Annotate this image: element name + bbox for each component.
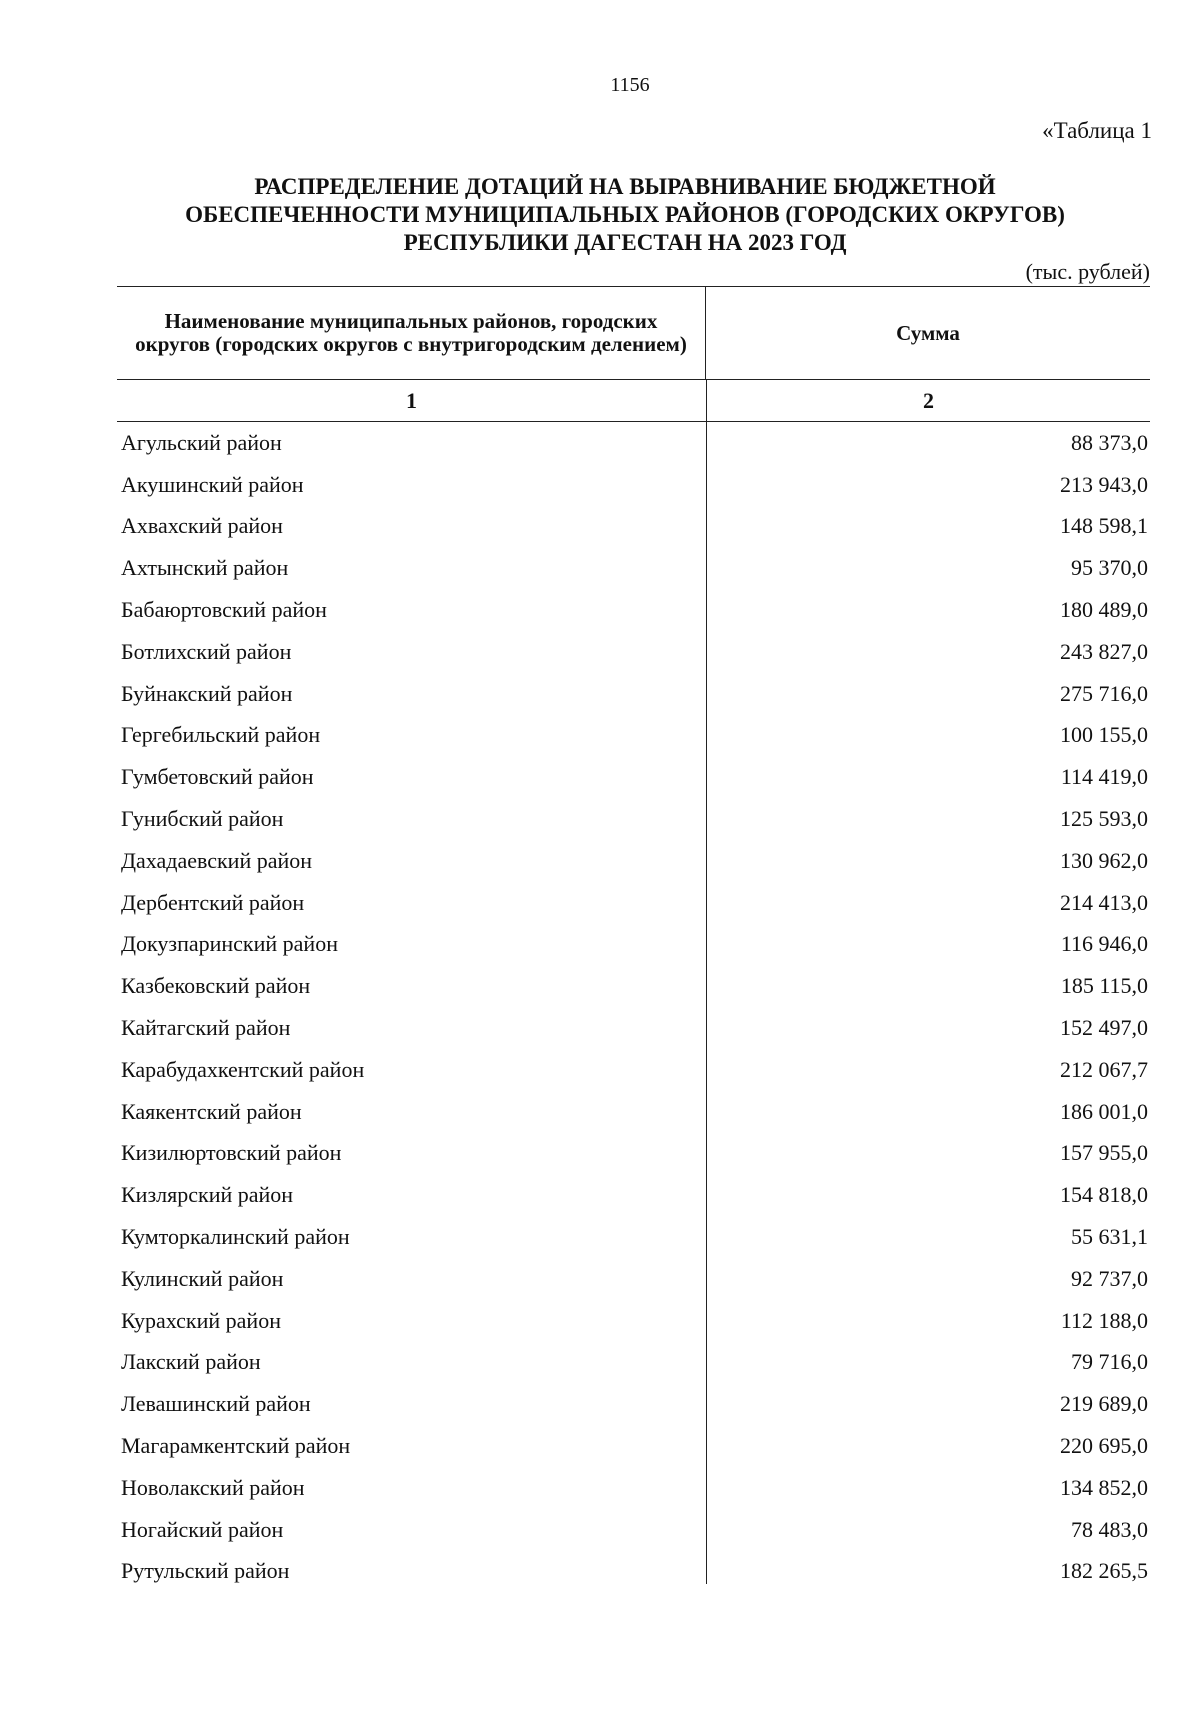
title-line: РАСПРЕДЕЛЕНИЕ ДОТАЦИЙ НА ВЫРАВНИВАНИЕ БЮДЖЕТНОЙ <box>254 174 996 199</box>
district-name: Магарамкентский район <box>121 1433 351 1459</box>
district-name: Новолакский район <box>121 1474 305 1500</box>
table-row <box>117 798 1150 840</box>
district-amount: 275 716,0 <box>1060 680 1148 706</box>
district-amount: 180 489,0 <box>1060 597 1148 623</box>
table-row <box>117 1258 1150 1300</box>
district-amount: 114 419,0 <box>1060 764 1148 790</box>
district-name: Дахадаевский район <box>121 847 313 873</box>
district-name: Ногайский район <box>121 1516 284 1542</box>
column-header-amount: Сумма <box>896 320 960 345</box>
table-row <box>117 1467 1150 1509</box>
units-label: (тыс. рублей) <box>1025 259 1150 284</box>
table-row <box>117 1383 1150 1425</box>
district-name: Кумторкалинский район <box>121 1224 350 1250</box>
title-line: ОБЕСПЕЧЕННОСТИ МУНИЦИПАЛЬНЫХ РАЙОНОВ (ГОРОДСКИХ ОКРУГОВ) <box>185 202 1065 227</box>
table-row <box>117 673 1150 715</box>
district-amount: 88 373,0 <box>1071 429 1148 455</box>
district-amount: 112 188,0 <box>1060 1307 1148 1333</box>
district-amount: 214 413,0 <box>1060 889 1148 915</box>
column-number-1: 1 <box>117 380 707 421</box>
district-name: Агульский район <box>121 429 282 455</box>
table-row <box>117 840 1150 882</box>
district-amount: 92 737,0 <box>1071 1265 1148 1291</box>
table-row <box>117 547 1150 589</box>
district-name: Левашинский район <box>121 1391 311 1417</box>
district-amount: 212 067,7 <box>1060 1056 1148 1082</box>
district-name: Кайтагский район <box>121 1015 291 1041</box>
district-amount: 243 827,0 <box>1060 638 1148 664</box>
district-amount: 95 370,0 <box>1071 555 1148 581</box>
district-amount: 130 962,0 <box>1060 847 1148 873</box>
table-row <box>117 1007 1150 1049</box>
district-name: Курахский район <box>121 1307 281 1333</box>
district-amount: 186 001,0 <box>1060 1098 1148 1124</box>
district-amount: 213 943,0 <box>1060 471 1148 497</box>
column-number-row <box>117 380 1150 422</box>
table-row <box>117 1342 1150 1384</box>
district-name: Кизлярский район <box>121 1182 294 1208</box>
district-amount: 134 852,0 <box>1060 1474 1148 1500</box>
district-name: Рутульский район <box>121 1558 290 1584</box>
district-name: Кулинский район <box>121 1265 284 1291</box>
table-header <box>117 286 1150 380</box>
district-name: Гумбетовский район <box>121 764 314 790</box>
table-row <box>117 1216 1150 1258</box>
district-name: Буйнакский район <box>121 680 293 706</box>
district-amount: 116 946,0 <box>1060 931 1148 957</box>
table-row <box>117 1049 1150 1091</box>
table-body <box>117 422 1150 1592</box>
district-name: Акушинский район <box>121 471 304 497</box>
table-row <box>117 924 1150 966</box>
district-amount: 219 689,0 <box>1060 1391 1148 1417</box>
table-row <box>117 1300 1150 1342</box>
allocation-table <box>117 286 1150 1592</box>
title-line: РЕСПУБЛИКИ ДАГЕСТАН НА 2023 ГОД <box>403 230 847 255</box>
district-amount: 79 716,0 <box>1071 1349 1148 1375</box>
table-row <box>117 631 1150 673</box>
table-row <box>117 1091 1150 1133</box>
district-name: Ахвахский район <box>121 513 283 539</box>
district-amount: 125 593,0 <box>1060 806 1148 832</box>
district-amount: 157 955,0 <box>1060 1140 1148 1166</box>
district-amount: 148 598,1 <box>1060 513 1148 539</box>
document-title <box>90 173 1160 257</box>
table-row <box>117 756 1150 798</box>
district-amount: 100 155,0 <box>1060 722 1148 748</box>
district-name: Карабудахкентский район <box>121 1056 365 1082</box>
district-name: Казбековский район <box>121 973 311 999</box>
district-amount: 78 483,0 <box>1071 1516 1148 1542</box>
column-number-2: 2 <box>923 387 934 413</box>
district-name: Лакский район <box>121 1349 261 1375</box>
table-row <box>117 1509 1150 1551</box>
table-row <box>117 1425 1150 1467</box>
table-row <box>117 464 1150 506</box>
district-name: Гунибский район <box>121 806 284 832</box>
table-row <box>117 1133 1150 1175</box>
table-row <box>117 882 1150 924</box>
district-name: Докузпаринский район <box>121 931 338 957</box>
table-row <box>117 589 1150 631</box>
table-row <box>117 1551 1150 1593</box>
district-name: Дербентский район <box>121 889 305 915</box>
district-amount: 185 115,0 <box>1060 973 1148 999</box>
table-row <box>117 506 1150 548</box>
district-name: Ахтынский район <box>121 555 289 581</box>
district-amount: 220 695,0 <box>1060 1433 1148 1459</box>
district-name: Каякентский район <box>121 1098 302 1124</box>
district-amount: 152 497,0 <box>1060 1015 1148 1041</box>
table-row <box>117 715 1150 757</box>
table-row <box>117 1174 1150 1216</box>
district-name: Гергебильский район <box>121 722 321 748</box>
district-amount: 154 818,0 <box>1060 1182 1148 1208</box>
district-amount: 182 265,5 <box>1060 1558 1148 1584</box>
district-name: Бабаюртовский район <box>121 597 327 623</box>
district-name: Кизилюртовский район <box>121 1140 342 1166</box>
district-name: Ботлихский район <box>121 638 292 664</box>
page-number: 1156 <box>610 74 650 96</box>
table-reference: «Таблица 1 <box>1042 118 1152 143</box>
column-header-name: Наименование муниципальных районов, городских округов (городских округов с внутригородским делением) <box>117 287 706 379</box>
table-row <box>117 422 1150 464</box>
district-amount: 55 631,1 <box>1071 1224 1148 1250</box>
table-row <box>117 965 1150 1007</box>
